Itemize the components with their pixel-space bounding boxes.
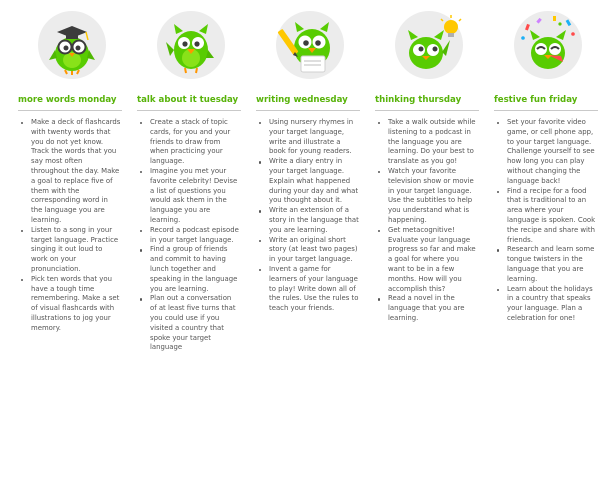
- owl-writing-pencil-icon: [275, 10, 345, 80]
- day-title: thinking thursday: [375, 95, 479, 111]
- list-item: Record a podcast episode in your target language.: [137, 226, 240, 246]
- column-wednesday: [256, 0, 366, 314]
- list-item: Find a group of friends and commit to having lunch together and speaking in the language you are learning.: [137, 245, 240, 294]
- list-item: Learn about the holidays in a country that speaks your language. Plan a celebration for one!: [494, 285, 597, 324]
- day-title: writing wednesday: [256, 95, 360, 111]
- column-tuesday: [137, 0, 247, 353]
- list-item: Read a novel in the language that you are learning.: [375, 294, 478, 323]
- list-item: Research and learn some tongue twisters in the language that you are learning.: [494, 245, 597, 284]
- column-thursday: [375, 0, 485, 324]
- day-title: more words monday: [18, 95, 122, 111]
- owl-party-confetti-icon: [513, 10, 583, 80]
- list-item: Using nursery rhymes in your target language, write and illustrate a book for young readers.: [256, 118, 359, 157]
- column-friday: [494, 0, 604, 324]
- list-item: Make a deck of flashcards with twenty words that you do not yet know. Track the words that you say most often throughout the day. Make a goal to replace five of them with the corresponding word in the language you are learning.: [18, 118, 121, 226]
- list-item: Take a walk outside while listening to a podcast in the language you are learning. Do your best to translate as you go!: [375, 118, 478, 167]
- list-item: Set your favorite video game, or cell phone app, to your target language. Challenge yourself to see how long you can play without changing the language back!: [494, 118, 597, 187]
- list-item: Find a recipe for a food that is traditional to an area where your language is spoken. Cook the recipe and share with friends.: [494, 187, 597, 246]
- activity-list: [137, 118, 247, 353]
- day-title: talk about it tuesday: [137, 95, 241, 111]
- activity-list: [494, 118, 604, 324]
- list-item: Get metacognitive! Evaluate your language progress so far and make a goal for where you want to be in a few months. How will you accomplish this?: [375, 226, 478, 295]
- activity-list: [256, 118, 366, 314]
- day-title: festive fun friday: [494, 95, 598, 111]
- list-item: Create a stack of topic cards, for you and your friends to draw from when practicing your language.: [137, 118, 240, 167]
- list-item: Watch your favorite television show or movie in your target language. Use the subtitles to help you understand what is happening.: [375, 167, 478, 226]
- activity-list: [18, 118, 128, 334]
- list-item: Invent a game for learners of your language to play! Write down all of the rules. Use the rules to teach your friends.: [256, 265, 359, 314]
- column-monday: [18, 0, 128, 334]
- list-item: Write an original short story (at least two pages) in your target language.: [256, 236, 359, 265]
- list-item: Plan out a conversation of at least five turns that you could use if you visited a country that spoke your target language: [137, 294, 240, 353]
- owl-lightbulb-icon: [394, 10, 464, 80]
- list-item: Write a diary entry in your target language. Explain what happened during your day and what you thought about it.: [256, 157, 359, 206]
- list-item: Listen to a song in your target language. Practice singing it out loud to work on your pronunciation.: [18, 226, 121, 275]
- owl-waving-icon: [156, 10, 226, 80]
- owl-graduation-glasses-icon: [37, 10, 107, 80]
- list-item: Imagine you met your favorite celebrity! Devise a list of questions you would ask them in the language you are learning.: [137, 167, 240, 226]
- list-item: Pick ten words that you have a tough time remembering. Make a set of visual flashcards with illustrations to jog your memory.: [18, 275, 121, 334]
- activity-list: [375, 118, 485, 324]
- list-item: Write an extension of a story in the language that you are learning.: [256, 206, 359, 235]
